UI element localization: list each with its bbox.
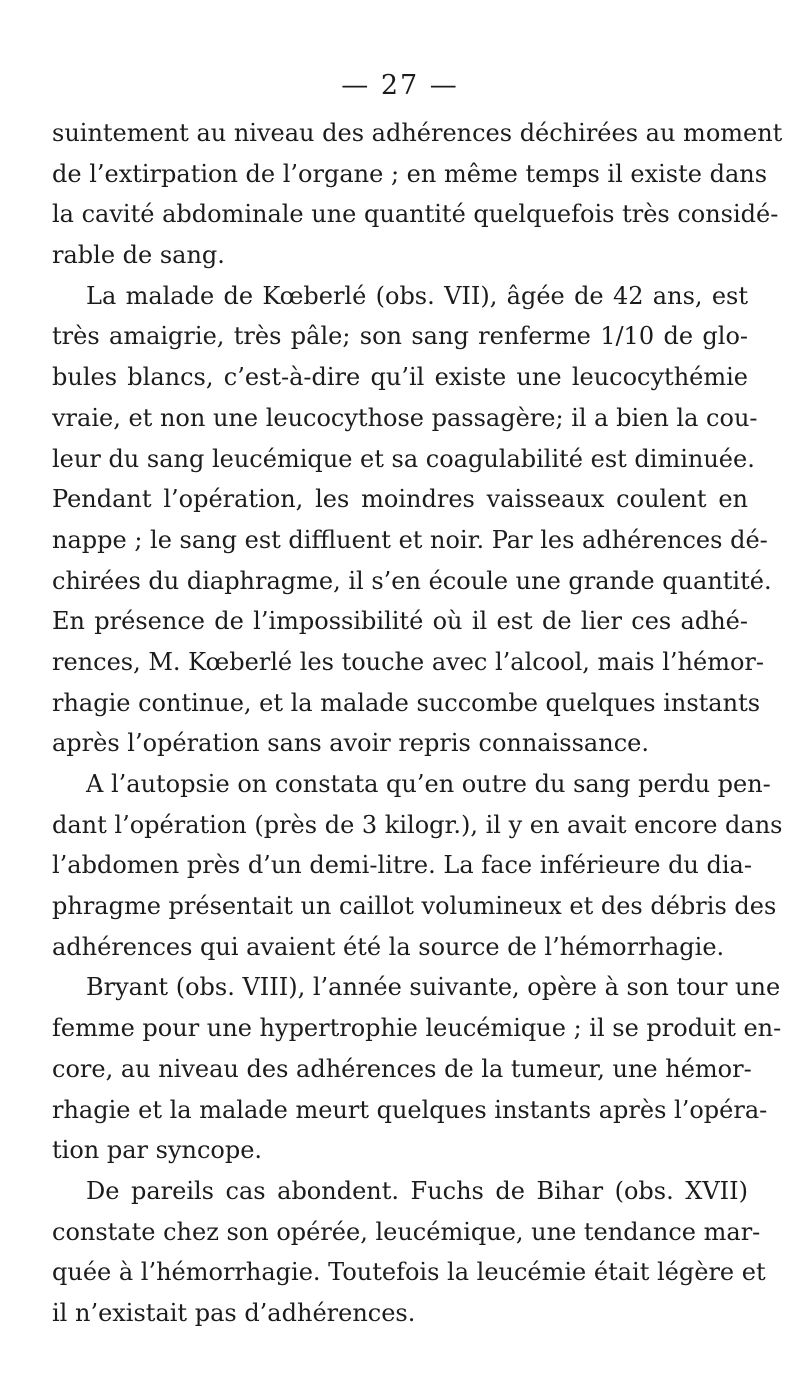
text-line: dant l’opération (près de 3 kilogr.), il y en avait encore dans [52,810,783,839]
text-line: Pendant l’opération, les moindres vaisseaux coulent en [52,485,748,514]
body-text [52,113,783,1334]
text-line: la cavité abdominale une quantité quelquefois très considé- [52,200,779,229]
text-line: après l’opération sans avoir repris connaissance. [52,729,649,758]
text-line: il n’existait pas d’adhérences. [52,1298,416,1327]
text-line: l’abdomen près d’un demi-litre. La face inférieure du dia- [52,851,752,880]
text-line: chirées du diaphragme, il s’en écoule une grande quantité. [52,566,772,595]
paragraph-start-line: A l’autopsie on constata qu’en outre du sang perdu pen- [86,770,771,798]
paragraph-start-line: Bryant (obs. VIII), l’année suivante, opère à son tour une [86,973,781,1002]
text-line: bules blancs, c’est-à-dire qu’il existe une leucocythémie [52,363,748,392]
text-line: femme pour une hypertrophie leucémique ; il se produit en- [52,1014,782,1043]
text-line: très amaigrie, très pâle; son sang renferme 1/10 de glo- [52,322,748,351]
text-line: tion par syncope. [52,1136,263,1165]
text-line: de l’extirpation de l’organe ; en même temps il existe dans [52,159,768,188]
text-line: rhagie et la malade meurt quelques instants après l’opéra- [52,1095,768,1124]
text-line: rable de sang. [52,241,225,270]
page-number: — 27 — [341,70,459,101]
paragraph-start-line: La malade de Kœberlé (obs. VII), âgée de 42 ans, est [86,281,748,310]
text-line: constate chez son opérée, leucémique, une tendance mar- [52,1217,761,1246]
text-line: vraie, et non une leucocythose passagère; il a bien la cou- [52,403,758,432]
text-line: rences, M. Kœberlé les touche avec l’alcool, mais l’hémor- [52,647,764,676]
text-line: nappe ; le sang est diffluent et noir. Par les adhérences dé- [52,525,768,554]
text-line: phragme présentait un caillot volumineux et des débris des [52,892,777,921]
text-line: quée à l’hémorrhagie. Toutefois la leucémie était légère et [52,1258,766,1287]
text-line: suintement au niveau des adhérences déchirées au moment [52,119,783,147]
text-line: adhérences qui avaient été la source de l’hémorrhagie. [52,932,725,961]
text-line: rhagie continue, et la malade succombe quelques instants [52,688,761,717]
text-line: leur du sang leucémique et sa coagulabilité est diminuée. [52,444,755,473]
text-line: core, au niveau des adhérences de la tumeur, une hémor- [52,1054,752,1083]
paragraph-start-line: De pareils cas abondent. Fuchs de Bihar (obs. XVII) [86,1176,748,1205]
text-line: En présence de l’impossibilité où il est de lier ces adhé- [52,607,748,636]
